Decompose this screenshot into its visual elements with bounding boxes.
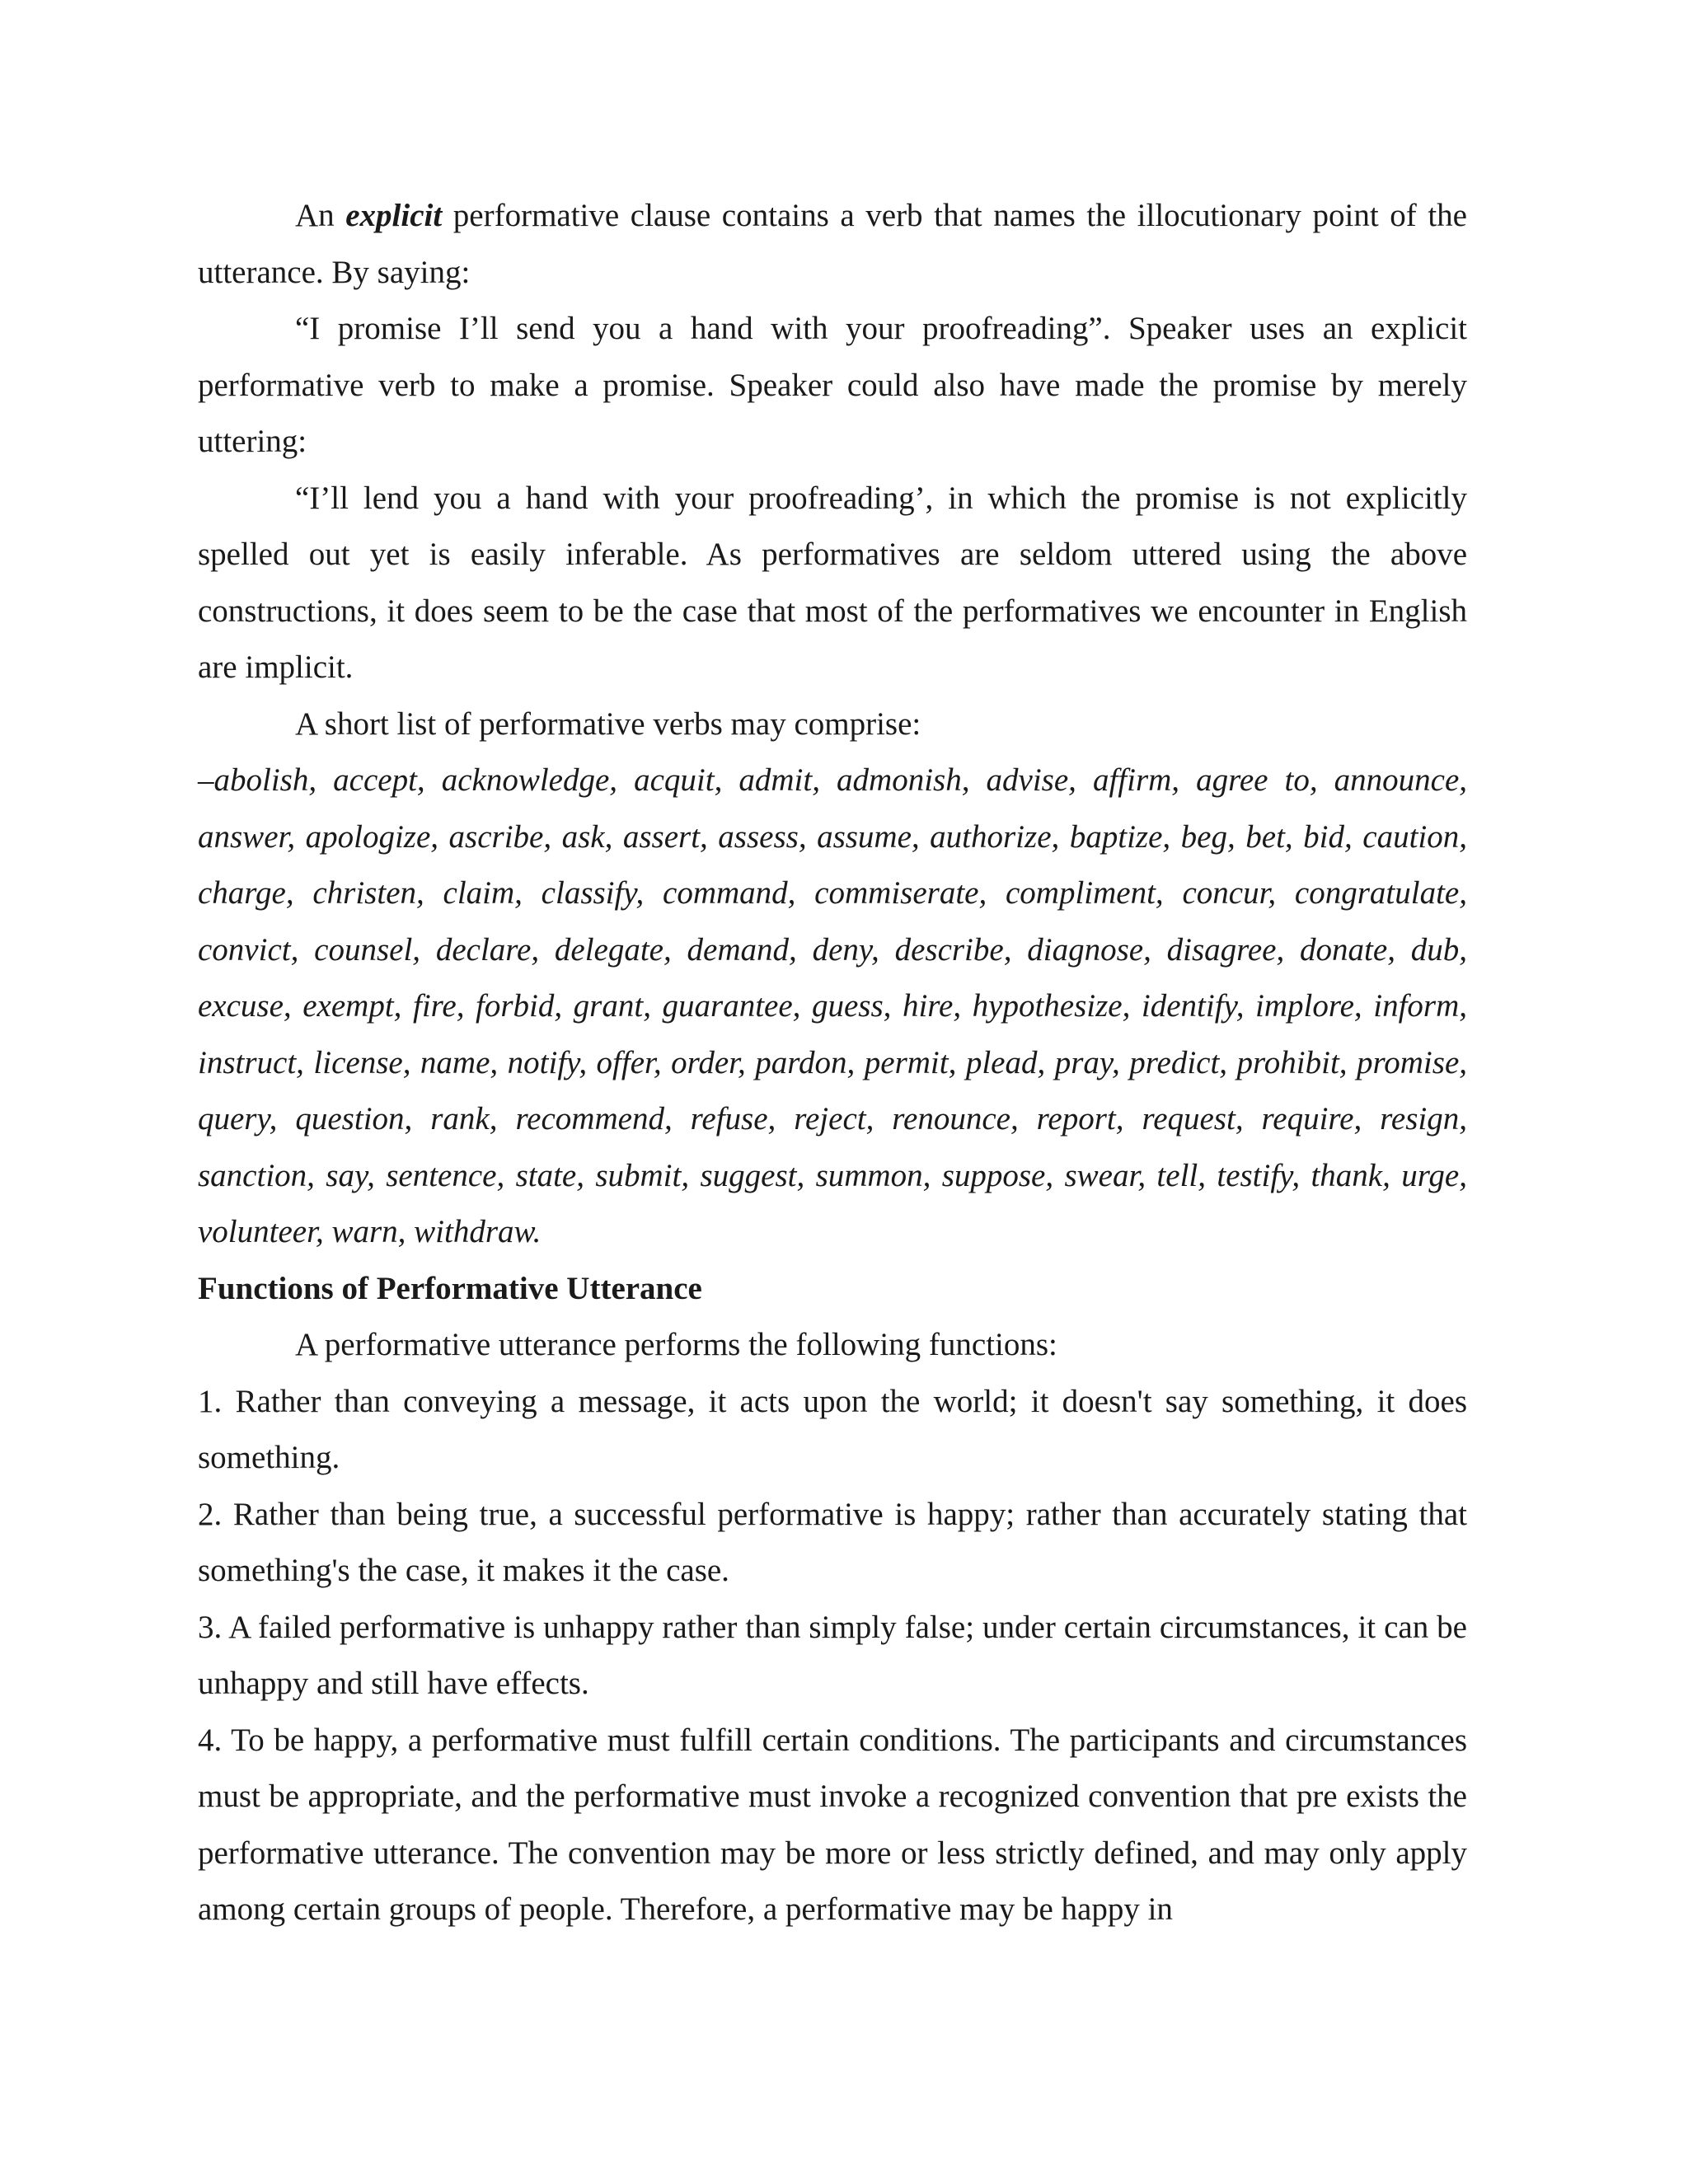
paragraph-promise-example: “I promise I’ll send you a hand with your proofreading”. Speaker uses an explicit performative verb to make a promise. Speaker could also have made the promise by merely uttering: — [198, 311, 1467, 459]
paragraph-lend-example: “I’ll lend you a hand with your proofreading’, in which the promise is not explicitly spelled out yet is easily inferable. As performatives are seldom uttered using the above constructions, it does seem to be the case that most of the performatives we encounter in English are implicit. — [198, 480, 1467, 685]
paragraph-short-list-intro: A short list of performative verbs may comprise: — [295, 705, 921, 742]
function-item-2: 2. Rather than being true, a successful performative is happy; rather than accurately stating that something's the case, it makes it the case. — [198, 1496, 1467, 1588]
explicit-intro-before: An — [295, 198, 346, 233]
function-item-1: 1. Rather than conveying a message, it acts upon the world; it doesn't say something, it does something. — [198, 1383, 1467, 1475]
paragraph-explicit-intro — [198, 188, 1467, 301]
performative-verb-list: –abolish, accept, acknowledge, acquit, admit, admonish, advise, affirm, agree to, announce, answer, apologize, ascribe, ask, assert, assess, assume, authorize, baptize, beg, bet, bid, caution, charge, christen, claim, classify, command, commiserate, compliment, concur, congratulate, convict, counsel, declare, delegate, demand, deny, describe, diagnose, disagree, donate, dub, excuse, exempt, fire, forbid, grant, guarantee, guess, hire, hypothesize, identify, implore, inform, instruct, license, name, notify, offer, order, pardon, permit, plead, pray, predict, prohibit, promise, query, question, rank, recommend, refuse, reject, renounce, report, request, require, resign, sanction, say, sentence, state, submit, suggest, summon, suppose, swear, tell, testify, thank, urge, volunteer, warn, withdraw. — [198, 762, 1467, 1249]
document-page — [198, 188, 1467, 1938]
section-heading: Functions of Performative Utterance — [198, 1270, 702, 1306]
function-item-3: 3. A failed performative is unhappy rather than simply false; under certain circumstances, it can be unhappy and still have effects. — [198, 1609, 1467, 1701]
functions-intro: A performative utterance performs the following functions: — [295, 1327, 1057, 1362]
explicit-keyword: explicit — [345, 198, 443, 233]
explicit-intro-after: performative clause contains a verb that names the illocutionary point of the utterance. By saying: — [198, 198, 1467, 290]
function-item-4: 4. To be happy, a performative must fulfill certain conditions. The participants and circumstances must be appropriate, and the performative must invoke a recognized convention that pre exists the performative utterance. The convention may be more or less strictly defined, and may only apply among certain groups of people. Therefore, a performative may be happy in — [198, 1722, 1467, 1927]
